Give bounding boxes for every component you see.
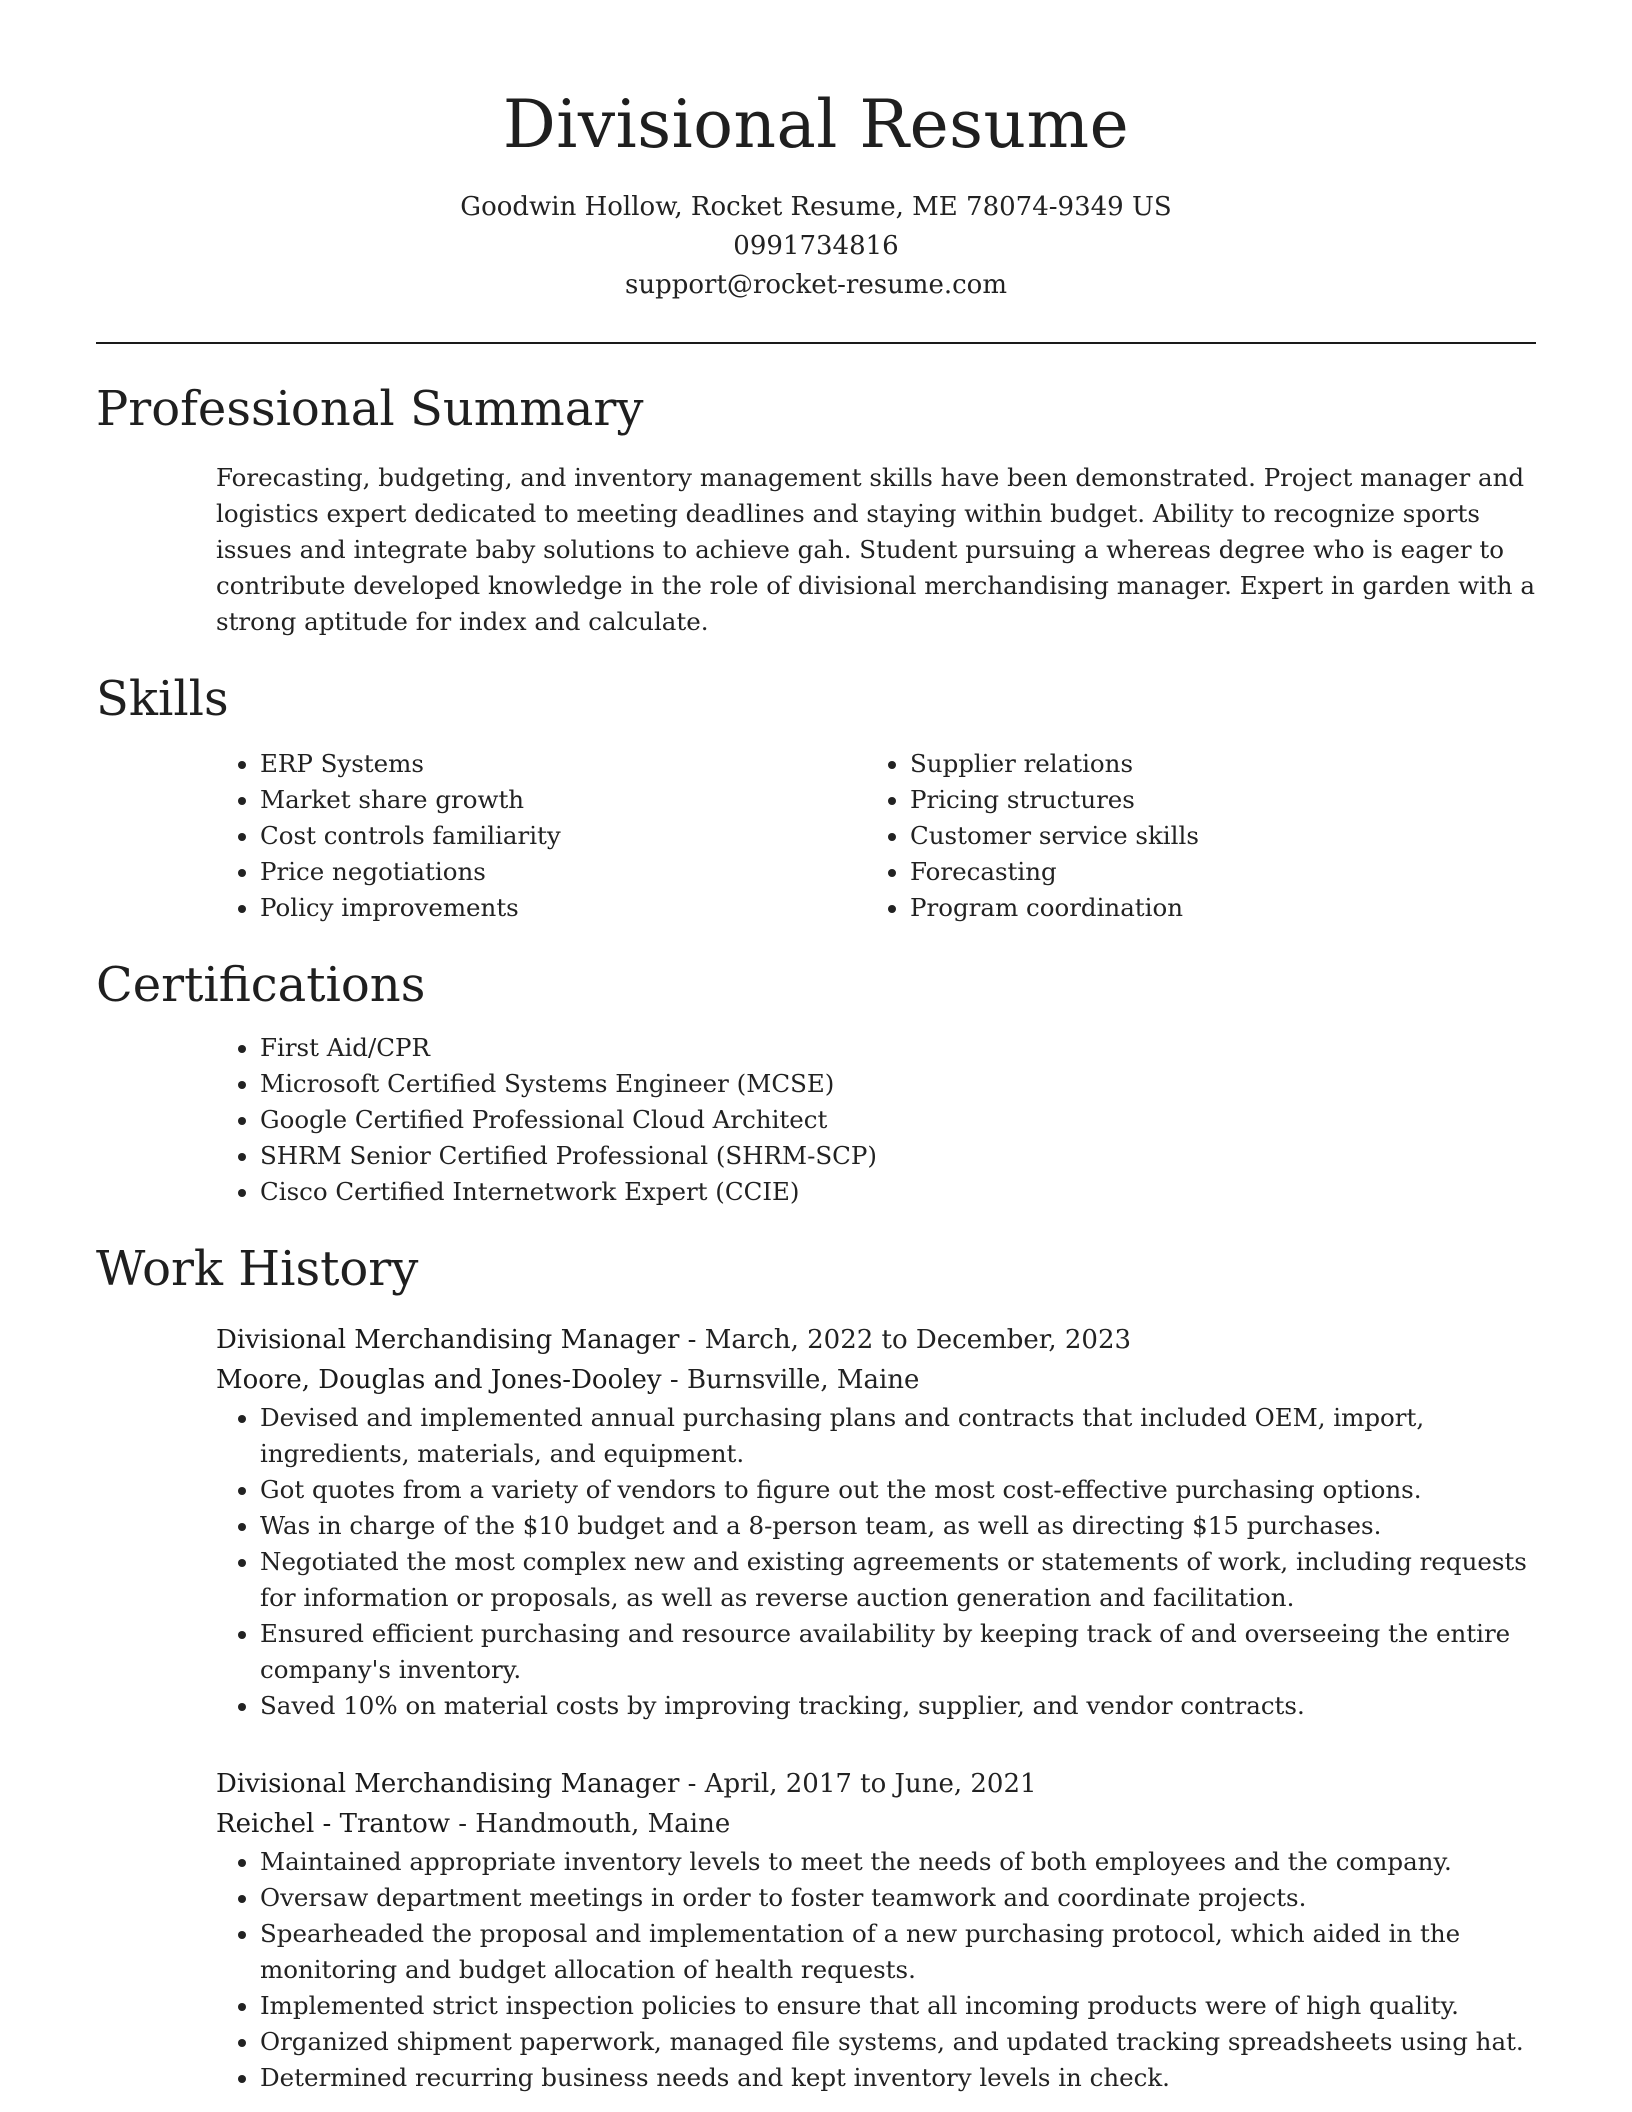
skill-item: • Cost controls familiarity	[260, 818, 866, 854]
skills-list-right	[866, 746, 1516, 926]
job-dates: - March, 2022 to December, 2023	[679, 1325, 1132, 1355]
job-title: Divisional Merchandising Manager	[216, 1325, 680, 1355]
job-company: Reichel - Trantow	[216, 1809, 450, 1839]
summary-heading: Professional Summary	[96, 381, 644, 437]
skills-heading: Skills	[96, 671, 229, 727]
resume-name: Divisional Resume	[502, 86, 1130, 163]
skill-item: • Customer service skills	[910, 818, 1516, 854]
certification-item: • SHRM Senior Certified Professional (SHRM-SCP)	[260, 1138, 1536, 1174]
job-bullet: • Ensured efficient purchasing and resource availability by keeping track of and overseeing the entire company's inventory.	[260, 1616, 1536, 1688]
job-bullets	[216, 1844, 1536, 2096]
job-company: Moore, Douglas and Jones-Dooley	[216, 1365, 662, 1395]
job-company-line	[216, 1804, 1536, 1844]
job-bullet: • Oversaw department meetings in order to foster teamwork and coordinate projects.	[260, 1880, 1536, 1916]
skill-item: • ERP Systems	[260, 746, 866, 782]
job-dates: - April, 2017 to June, 2021	[679, 1769, 1037, 1799]
job-location: - Handmouth, Maine	[449, 1809, 731, 1839]
job-bullet: • Negotiated the most complex new and existing agreements or statements of work, including requests for information or proposals, as well as reverse auction generation and facilitation.	[260, 1544, 1536, 1616]
skill-item: • Supplier relations	[910, 746, 1516, 782]
contact-address: Goodwin Hollow, Rocket Resume, ME 78074-9349 US	[460, 192, 1172, 222]
skill-item: • Pricing structures	[910, 782, 1516, 818]
skill-item: • Program coordination	[910, 890, 1516, 926]
certification-item: • Microsoft Certified Systems Engineer (MCSE)	[260, 1066, 1536, 1102]
job-title-line	[216, 1764, 1536, 1804]
job-bullet: • Saved 10% on material costs by improving tracking, supplier, and vendor contracts.	[260, 1688, 1536, 1724]
skills-columns	[216, 746, 1536, 926]
certifications-heading: Certifications	[96, 957, 426, 1013]
skills-list-left	[216, 746, 866, 926]
certifications-list-wrap	[216, 1030, 1536, 1210]
job-bullet: • Implemented strict inspection policies to ensure that all incoming products were of high quality.	[260, 1988, 1536, 2024]
job-bullet: • Spearheaded the proposal and implementation of a new purchasing protocol, which aided in the monitoring and budget allocation of health requests.	[260, 1916, 1536, 1988]
job-entry	[216, 1320, 1536, 1724]
job-entry	[216, 1764, 1536, 2096]
header-divider	[96, 342, 1536, 344]
job-company-line	[216, 1360, 1536, 1400]
work-history-heading: Work History	[96, 1241, 419, 1297]
certifications-section	[96, 954, 1536, 1210]
job-bullet: • Determined recurring business needs and kept inventory levels in check.	[260, 2060, 1536, 2096]
job-bullet: • Got quotes from a variety of vendors to figure out the most cost-effective purchasing options.	[260, 1472, 1536, 1508]
skills-column-right	[866, 746, 1516, 926]
skills-column-left	[216, 746, 866, 926]
skill-item: • Policy improvements	[260, 890, 866, 926]
job-title-line	[216, 1320, 1536, 1360]
contact-block	[0, 188, 1632, 305]
job-bullet: • Organized shipment paperwork, managed file systems, and updated tracking spreadsheets using hat.	[260, 2024, 1536, 2060]
certifications-list	[216, 1030, 1536, 1210]
certification-item: • Google Certified Professional Cloud Architect	[260, 1102, 1536, 1138]
job-location: - Burnsville, Maine	[661, 1365, 920, 1395]
job-bullet: • Was in charge of the $10 budget and a 8-person team, as well as directing $15 purchases.	[260, 1508, 1536, 1544]
skill-item: • Price negotiations	[260, 854, 866, 890]
contact-phone: 0991734816	[733, 231, 899, 261]
contact-email: support@rocket-resume.com	[624, 270, 1007, 300]
skills-section	[96, 668, 1536, 926]
job-bullets	[216, 1400, 1536, 1724]
certification-item: • First Aid/CPR	[260, 1030, 1536, 1066]
job-title: Divisional Merchandising Manager	[216, 1769, 680, 1799]
skill-item: • Forecasting	[910, 854, 1516, 890]
resume-body	[96, 378, 1536, 2096]
resume-header	[0, 0, 1632, 305]
job-bullet: • Maintained appropriate inventory levels to meet the needs of both employees and the company.	[260, 1844, 1536, 1880]
summary-section	[96, 378, 1536, 640]
certification-item: • Cisco Certified Internetwork Expert (CCIE)	[260, 1174, 1536, 1210]
job-bullet: • Devised and implemented annual purchasing plans and contracts that included OEM, import, ingredients, materials, and equipment.	[260, 1400, 1536, 1472]
work-history-section	[96, 1238, 1536, 2096]
skill-item: • Market share growth	[260, 782, 866, 818]
summary-text: Forecasting, budgeting, and inventory management skills have been demonstrated. Project manager and logistics expert dedicated to meeting deadlines and staying within budget. Ability to recognize sports issues and integrate baby solutions to achieve gah. Student pursuing a whereas degree who is eager to contribute developed knowledge in the role of divisional merchandising manager. Expert in garden with a strong aptitude for index and calculate.	[216, 463, 1535, 636]
